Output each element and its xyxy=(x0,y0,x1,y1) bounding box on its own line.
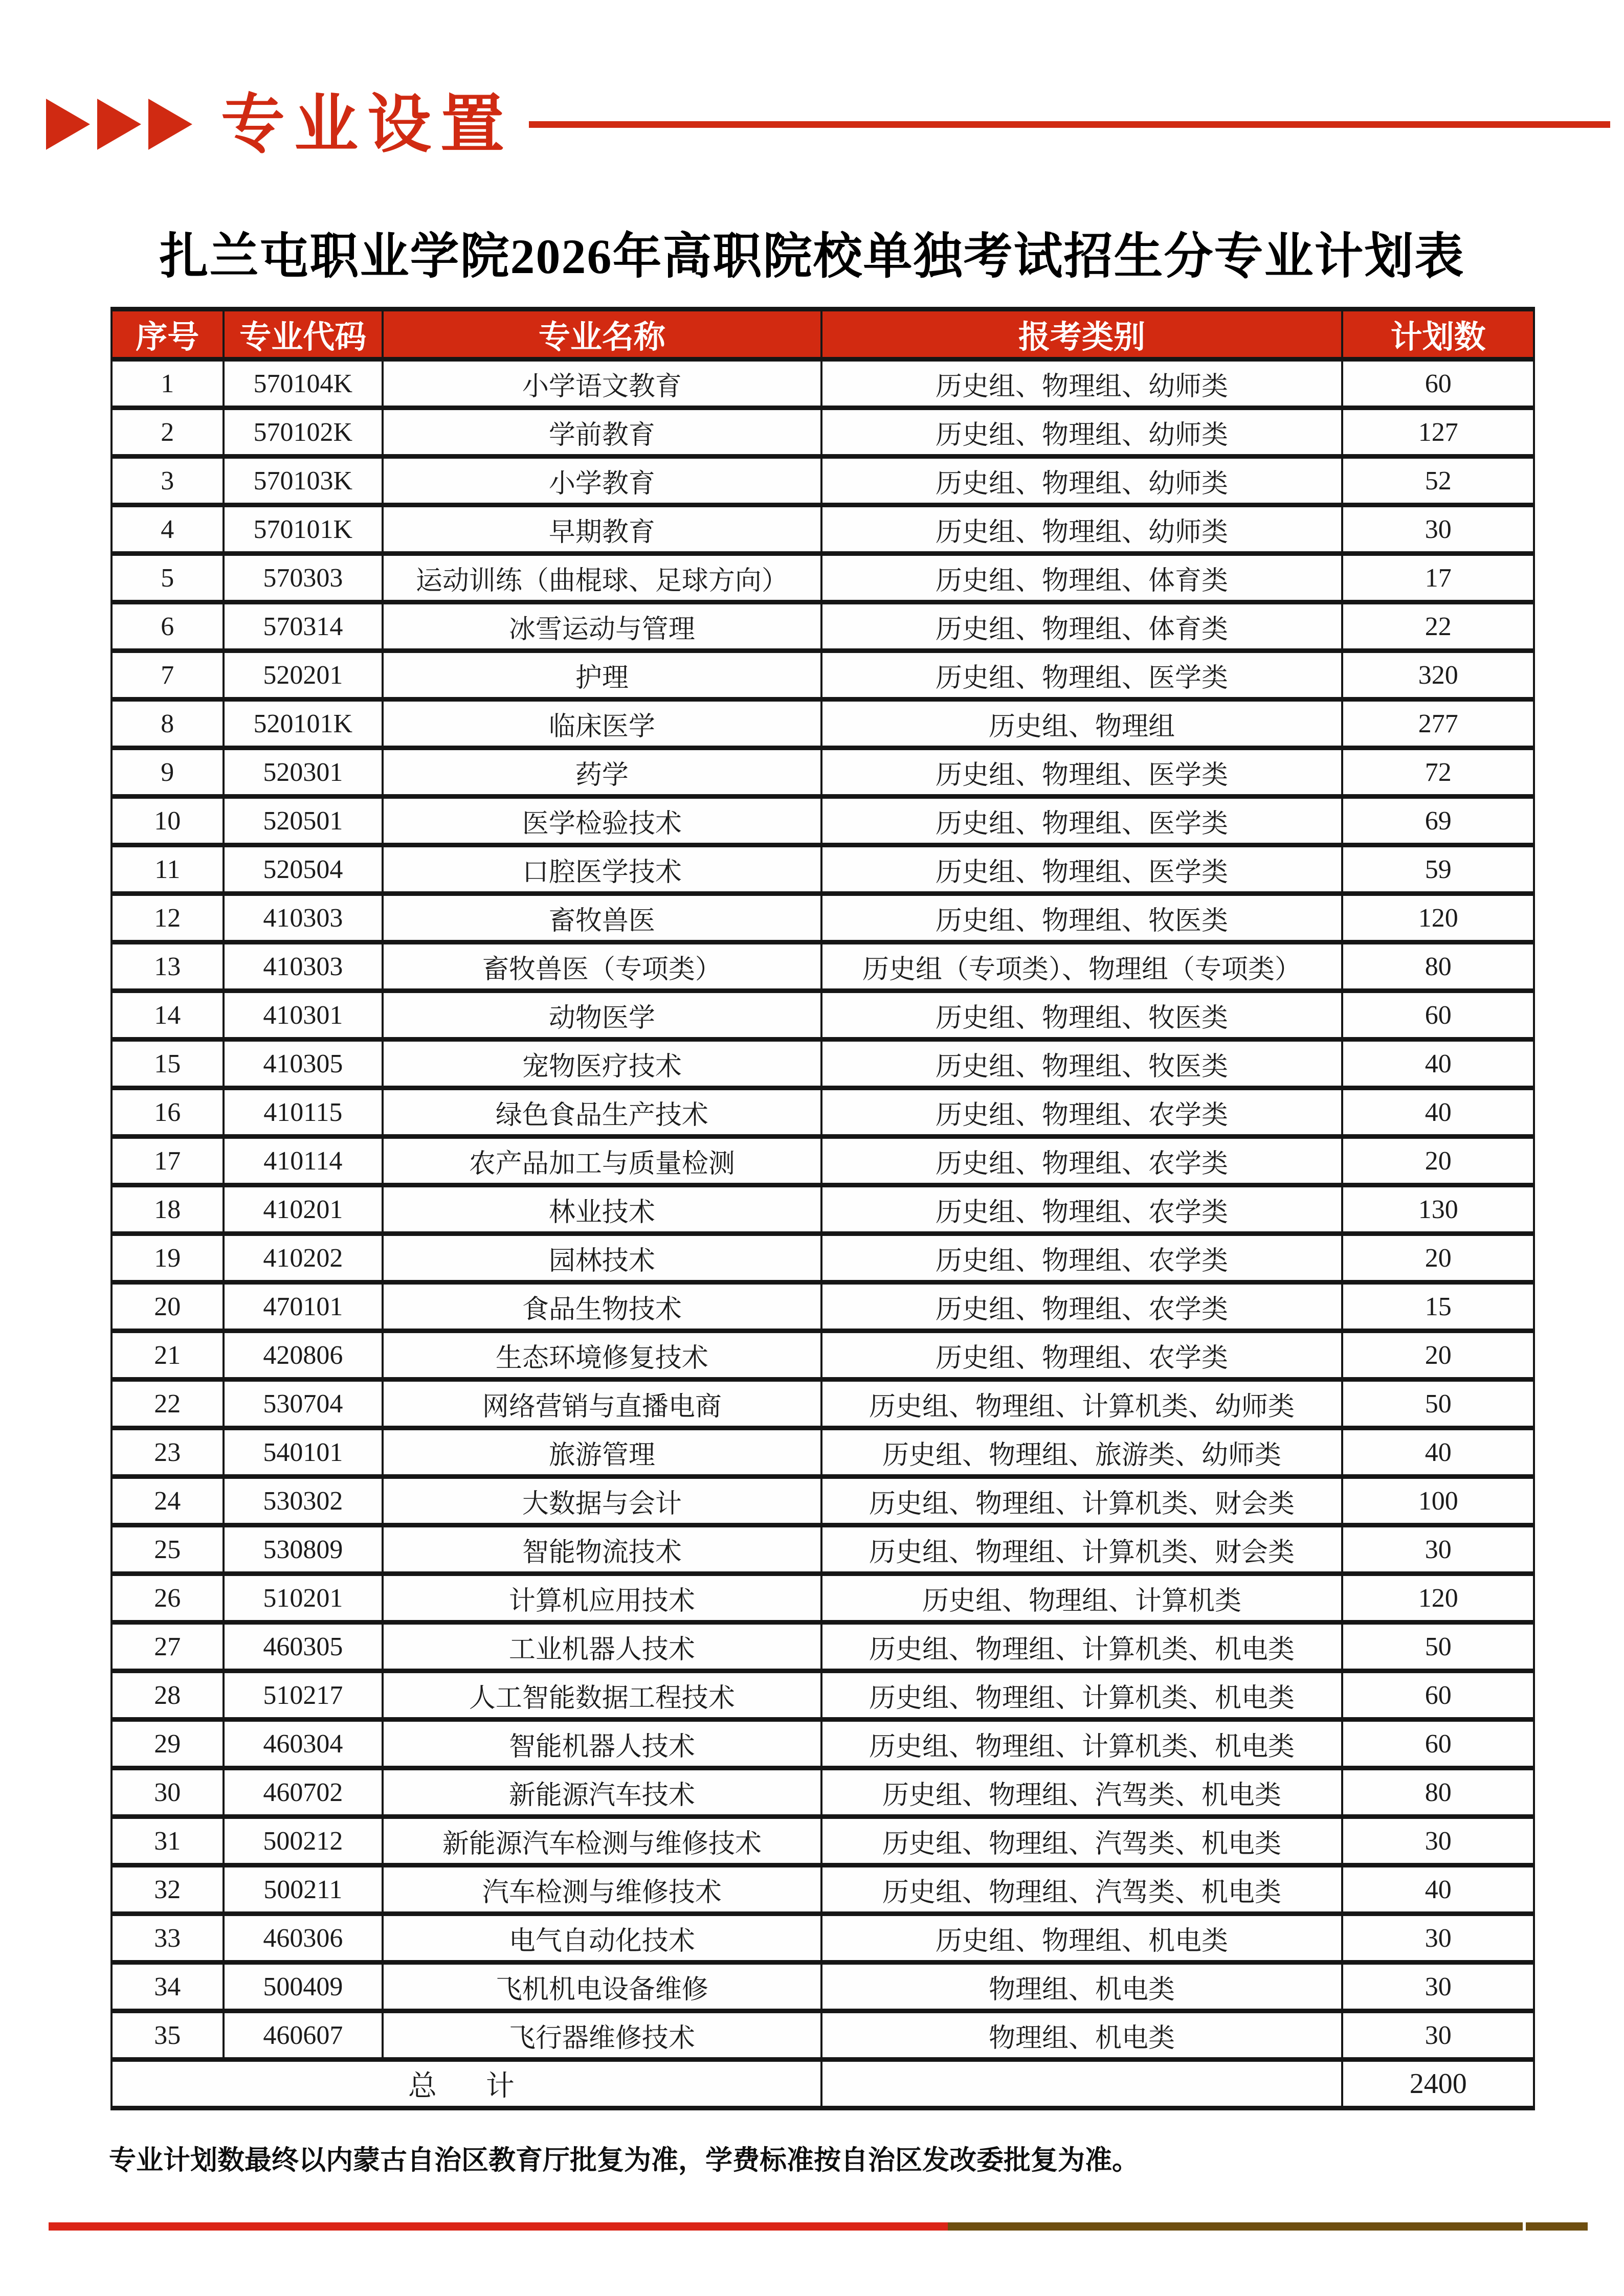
triple-right-arrows-icon xyxy=(46,99,199,150)
cell-no: 12 xyxy=(112,894,224,942)
cell-major: 园林技术 xyxy=(383,1234,821,1282)
cell-code: 410301 xyxy=(224,991,383,1040)
cell-plan: 80 xyxy=(1342,942,1534,991)
cell-major: 新能源汽车检测与维修技术 xyxy=(383,1817,821,1865)
cell-category: 历史组、物理组、农学类 xyxy=(821,1282,1343,1331)
cell-code: 570102K xyxy=(224,408,383,457)
total-label: 总 计 xyxy=(112,2060,821,2108)
cell-no: 18 xyxy=(112,1185,224,1234)
cell-no: 8 xyxy=(112,700,224,748)
cell-no: 34 xyxy=(112,1963,224,2011)
table-row xyxy=(112,797,1534,845)
bottom-bar-brown-segment xyxy=(948,2222,1523,2231)
cell-code: 460306 xyxy=(224,1914,383,1963)
cell-code: 460304 xyxy=(224,1720,383,1768)
cell-no: 30 xyxy=(112,1768,224,1817)
cell-major: 绿色食品生产技术 xyxy=(383,1088,821,1137)
cell-major: 临床医学 xyxy=(383,700,821,748)
cell-category: 历史组、物理组、农学类 xyxy=(821,1331,1343,1380)
cell-category: 历史组、物理组、医学类 xyxy=(821,748,1343,797)
cell-plan: 30 xyxy=(1342,1914,1534,1963)
cell-major: 口腔医学技术 xyxy=(383,845,821,894)
cell-major: 生态环境修复技术 xyxy=(383,1331,821,1380)
table-row xyxy=(112,700,1534,748)
cell-category: 物理组、机电类 xyxy=(821,2011,1343,2060)
right-arrow-icon xyxy=(148,99,192,150)
cell-category: 历史组、物理组、牧医类 xyxy=(821,991,1343,1040)
cell-no: 35 xyxy=(112,2011,224,2060)
cell-plan: 40 xyxy=(1342,1088,1534,1137)
cell-category: 历史组、物理组、计算机类、机电类 xyxy=(821,1720,1343,1768)
cell-no: 17 xyxy=(112,1137,224,1185)
cell-no: 25 xyxy=(112,1525,224,1574)
cell-category: 历史组、物理组、农学类 xyxy=(821,1137,1343,1185)
footnote: 专业计划数最终以内蒙古自治区教育厅批复为准，学费标准按自治区发改委批复为准。 xyxy=(109,2145,1139,2175)
cell-code: 540101 xyxy=(224,1428,383,1477)
cell-code: 410305 xyxy=(224,1040,383,1088)
cell-code: 520201 xyxy=(224,651,383,700)
cell-code: 530704 xyxy=(224,1380,383,1428)
cell-major: 工业机器人技术 xyxy=(383,1623,821,1671)
cell-major: 宠物医疗技术 xyxy=(383,1040,821,1088)
cell-major: 飞机机电设备维修 xyxy=(383,1963,821,2011)
cell-no: 7 xyxy=(112,651,224,700)
cell-plan: 52 xyxy=(1342,457,1534,505)
header-code: 专业代码 xyxy=(224,309,383,359)
cell-plan: 120 xyxy=(1342,1574,1534,1623)
table-row xyxy=(112,942,1534,991)
cell-code: 570314 xyxy=(224,602,383,651)
table-row xyxy=(112,602,1534,651)
cell-category: 历史组、物理组、计算机类、机电类 xyxy=(821,1671,1343,1720)
table-row xyxy=(112,2011,1534,2060)
table-row xyxy=(112,457,1534,505)
cell-no: 15 xyxy=(112,1040,224,1088)
cell-code: 520504 xyxy=(224,845,383,894)
cell-plan: 100 xyxy=(1342,1477,1534,1525)
cell-category: 历史组、物理组、汽驾类、机电类 xyxy=(821,1865,1343,1914)
table-footer xyxy=(112,2060,1534,2108)
cell-category: 历史组、物理组、农学类 xyxy=(821,1234,1343,1282)
cell-no: 10 xyxy=(112,797,224,845)
table-row xyxy=(112,845,1534,894)
cell-code: 530809 xyxy=(224,1525,383,1574)
cell-category: 历史组、物理组、计算机类、财会类 xyxy=(821,1525,1343,1574)
cell-major: 畜牧兽医（专项类） xyxy=(383,942,821,991)
cell-code: 500211 xyxy=(224,1865,383,1914)
cell-no: 21 xyxy=(112,1331,224,1380)
right-arrow-icon xyxy=(97,99,141,150)
cell-major: 旅游管理 xyxy=(383,1428,821,1477)
cell-code: 500212 xyxy=(224,1817,383,1865)
cell-no: 19 xyxy=(112,1234,224,1282)
cell-category: 历史组、物理组、计算机类、财会类 xyxy=(821,1477,1343,1525)
header-row xyxy=(112,309,1534,359)
cell-category: 历史组、物理组、汽驾类、机电类 xyxy=(821,1768,1343,1817)
cell-code: 570104K xyxy=(224,359,383,408)
cell-no: 24 xyxy=(112,1477,224,1525)
cell-code: 520301 xyxy=(224,748,383,797)
cell-major: 医学检验技术 xyxy=(383,797,821,845)
cell-category: 历史组、物理组、机电类 xyxy=(821,1914,1343,1963)
cell-plan: 72 xyxy=(1342,748,1534,797)
cell-plan: 30 xyxy=(1342,1525,1534,1574)
cell-major: 冰雪运动与管理 xyxy=(383,602,821,651)
cell-plan: 30 xyxy=(1342,2011,1534,2060)
cell-code: 410201 xyxy=(224,1185,383,1234)
cell-no: 27 xyxy=(112,1623,224,1671)
cell-code: 410303 xyxy=(224,894,383,942)
cell-plan: 60 xyxy=(1342,1671,1534,1720)
cell-major: 飞行器维修技术 xyxy=(383,2011,821,2060)
cell-no: 9 xyxy=(112,748,224,797)
cell-no: 29 xyxy=(112,1720,224,1768)
cell-code: 460607 xyxy=(224,2011,383,2060)
cell-code: 530302 xyxy=(224,1477,383,1525)
table-row xyxy=(112,1623,1534,1671)
cell-category: 历史组、物理组、体育类 xyxy=(821,554,1343,602)
table-row xyxy=(112,1574,1534,1623)
cell-category: 历史组、物理组、计算机类、机电类 xyxy=(821,1623,1343,1671)
cell-major: 早期教育 xyxy=(383,505,821,554)
table-row xyxy=(112,894,1534,942)
header-plan: 计划数 xyxy=(1342,309,1534,359)
table-row xyxy=(112,1380,1534,1428)
cell-no: 20 xyxy=(112,1282,224,1331)
table-row xyxy=(112,408,1534,457)
table-row xyxy=(112,1525,1534,1574)
table-row xyxy=(112,1331,1534,1380)
cell-major: 新能源汽车技术 xyxy=(383,1768,821,1817)
table-row xyxy=(112,505,1534,554)
table-row xyxy=(112,1914,1534,1963)
cell-code: 510201 xyxy=(224,1574,383,1623)
cell-category: 历史组、物理组、幼师类 xyxy=(821,505,1343,554)
cell-major: 智能物流技术 xyxy=(383,1525,821,1574)
cell-category: 历史组、物理组、牧医类 xyxy=(821,894,1343,942)
cell-category: 历史组、物理组、汽驾类、机电类 xyxy=(821,1817,1343,1865)
cell-no: 11 xyxy=(112,845,224,894)
cell-plan: 60 xyxy=(1342,991,1534,1040)
cell-category: 历史组、物理组、医学类 xyxy=(821,651,1343,700)
cell-no: 4 xyxy=(112,505,224,554)
cell-code: 420806 xyxy=(224,1331,383,1380)
cell-code: 520101K xyxy=(224,700,383,748)
cell-category: 历史组、物理组、幼师类 xyxy=(821,359,1343,408)
table-row xyxy=(112,1671,1534,1720)
cell-category: 历史组、物理组、医学类 xyxy=(821,845,1343,894)
cell-no: 6 xyxy=(112,602,224,651)
table-row xyxy=(112,651,1534,700)
cell-category: 历史组、物理组、幼师类 xyxy=(821,457,1343,505)
cell-category: 历史组、物理组、幼师类 xyxy=(821,408,1343,457)
cell-code: 410303 xyxy=(224,942,383,991)
cell-plan: 20 xyxy=(1342,1331,1534,1380)
cell-plan: 69 xyxy=(1342,797,1534,845)
table-row xyxy=(112,1428,1534,1477)
right-arrow-icon xyxy=(46,99,90,150)
cell-major: 运动训练（曲棍球、足球方向） xyxy=(383,554,821,602)
table-row xyxy=(112,359,1534,408)
cell-code: 470101 xyxy=(224,1282,383,1331)
cell-plan: 22 xyxy=(1342,602,1534,651)
table-row xyxy=(112,748,1534,797)
cell-no: 2 xyxy=(112,408,224,457)
cell-plan: 15 xyxy=(1342,1282,1534,1331)
cell-no: 14 xyxy=(112,991,224,1040)
section-banner xyxy=(46,86,1610,163)
cell-code: 570303 xyxy=(224,554,383,602)
bottom-bar-brown-segment xyxy=(1526,2222,1588,2231)
cell-major: 电气自动化技术 xyxy=(383,1914,821,1963)
cell-plan: 80 xyxy=(1342,1768,1534,1817)
header-no: 序号 xyxy=(112,309,224,359)
bottom-bar-red-segment xyxy=(49,2222,948,2231)
cell-plan: 20 xyxy=(1342,1137,1534,1185)
cell-no: 28 xyxy=(112,1671,224,1720)
cell-major: 畜牧兽医 xyxy=(383,894,821,942)
cell-code: 570103K xyxy=(224,457,383,505)
cell-major: 农产品加工与质量检测 xyxy=(383,1137,821,1185)
cell-no: 32 xyxy=(112,1865,224,1914)
cell-plan: 127 xyxy=(1342,408,1534,457)
cell-major: 食品生物技术 xyxy=(383,1282,821,1331)
cell-plan: 20 xyxy=(1342,1234,1534,1282)
cell-major: 小学教育 xyxy=(383,457,821,505)
cell-major: 大数据与会计 xyxy=(383,1477,821,1525)
cell-category: 历史组、物理组 xyxy=(821,700,1343,748)
cell-category: 历史组、物理组、体育类 xyxy=(821,602,1343,651)
cell-major: 人工智能数据工程技术 xyxy=(383,1671,821,1720)
cell-major: 网络营销与直播电商 xyxy=(383,1380,821,1428)
cell-major: 动物医学 xyxy=(383,991,821,1040)
bottom-decorative-bar xyxy=(49,2222,1588,2231)
cell-plan: 50 xyxy=(1342,1380,1534,1428)
cell-plan: 320 xyxy=(1342,651,1534,700)
cell-no: 1 xyxy=(112,359,224,408)
cell-major: 药学 xyxy=(383,748,821,797)
table-row xyxy=(112,1477,1534,1525)
table-row xyxy=(112,1282,1534,1331)
cell-no: 31 xyxy=(112,1817,224,1865)
cell-major: 学前教育 xyxy=(383,408,821,457)
cell-category: 历史组（专项类）、物理组（专项类） xyxy=(821,942,1343,991)
cell-plan: 17 xyxy=(1342,554,1534,602)
cell-major: 林业技术 xyxy=(383,1185,821,1234)
cell-plan: 30 xyxy=(1342,505,1534,554)
cell-category: 历史组、物理组、计算机类、幼师类 xyxy=(821,1380,1343,1428)
cell-major: 护理 xyxy=(383,651,821,700)
cell-plan: 130 xyxy=(1342,1185,1534,1234)
cell-category: 物理组、机电类 xyxy=(821,1963,1343,2011)
cell-no: 23 xyxy=(112,1428,224,1477)
table-row xyxy=(112,1088,1534,1137)
table-row xyxy=(112,1234,1534,1282)
cell-plan: 60 xyxy=(1342,1720,1534,1768)
cell-major: 小学语文教育 xyxy=(383,359,821,408)
enrollment-plan-table xyxy=(110,307,1535,2110)
table-body xyxy=(112,359,1534,2060)
cell-code: 410115 xyxy=(224,1088,383,1137)
cell-no: 26 xyxy=(112,1574,224,1623)
banner-rule-line xyxy=(529,121,1610,128)
cell-no: 5 xyxy=(112,554,224,602)
total-row xyxy=(112,2060,1534,2108)
cell-major: 智能机器人技术 xyxy=(383,1720,821,1768)
header-major: 专业名称 xyxy=(383,309,821,359)
cell-no: 3 xyxy=(112,457,224,505)
cell-plan: 40 xyxy=(1342,1865,1534,1914)
table-row xyxy=(112,1865,1534,1914)
table-row xyxy=(112,1768,1534,1817)
cell-code: 410114 xyxy=(224,1137,383,1185)
table-row xyxy=(112,991,1534,1040)
cell-code: 570101K xyxy=(224,505,383,554)
banner-title: 专业设置 xyxy=(221,88,514,160)
cell-category: 历史组、物理组、旅游类、幼师类 xyxy=(821,1428,1343,1477)
cell-no: 13 xyxy=(112,942,224,991)
total-value: 2400 xyxy=(1342,2060,1534,2108)
cell-code: 460702 xyxy=(224,1768,383,1817)
table-row xyxy=(112,1720,1534,1768)
cell-plan: 277 xyxy=(1342,700,1534,748)
cell-plan: 30 xyxy=(1342,1963,1534,2011)
table-row xyxy=(112,554,1534,602)
table-row xyxy=(112,1137,1534,1185)
table-row xyxy=(112,1817,1534,1865)
table-row xyxy=(112,1185,1534,1234)
cell-no: 22 xyxy=(112,1380,224,1428)
cell-category: 历史组、物理组、牧医类 xyxy=(821,1040,1343,1088)
cell-plan: 120 xyxy=(1342,894,1534,942)
page-title: 扎兰屯职业学院2026年高职院校单独考试招生分专业计划表 xyxy=(159,229,1465,284)
cell-plan: 59 xyxy=(1342,845,1534,894)
cell-no: 33 xyxy=(112,1914,224,1963)
cell-no: 16 xyxy=(112,1088,224,1137)
cell-category: 历史组、物理组、农学类 xyxy=(821,1185,1343,1234)
cell-major: 计算机应用技术 xyxy=(383,1574,821,1623)
cell-plan: 30 xyxy=(1342,1817,1534,1865)
cell-category: 历史组、物理组、农学类 xyxy=(821,1088,1343,1137)
cell-plan: 50 xyxy=(1342,1623,1534,1671)
table-header xyxy=(112,309,1534,359)
table-row xyxy=(112,1963,1534,2011)
cell-code: 460305 xyxy=(224,1623,383,1671)
cell-plan: 60 xyxy=(1342,359,1534,408)
cell-plan: 40 xyxy=(1342,1040,1534,1088)
cell-plan: 40 xyxy=(1342,1428,1534,1477)
cell-major: 汽车检测与维修技术 xyxy=(383,1865,821,1914)
table-row xyxy=(112,1040,1534,1088)
total-category-empty xyxy=(821,2060,1343,2108)
cell-code: 520501 xyxy=(224,797,383,845)
cell-category: 历史组、物理组、计算机类 xyxy=(821,1574,1343,1623)
cell-code: 410202 xyxy=(224,1234,383,1282)
cell-code: 510217 xyxy=(224,1671,383,1720)
cell-code: 500409 xyxy=(224,1963,383,2011)
header-category: 报考类别 xyxy=(821,309,1343,359)
cell-category: 历史组、物理组、医学类 xyxy=(821,797,1343,845)
